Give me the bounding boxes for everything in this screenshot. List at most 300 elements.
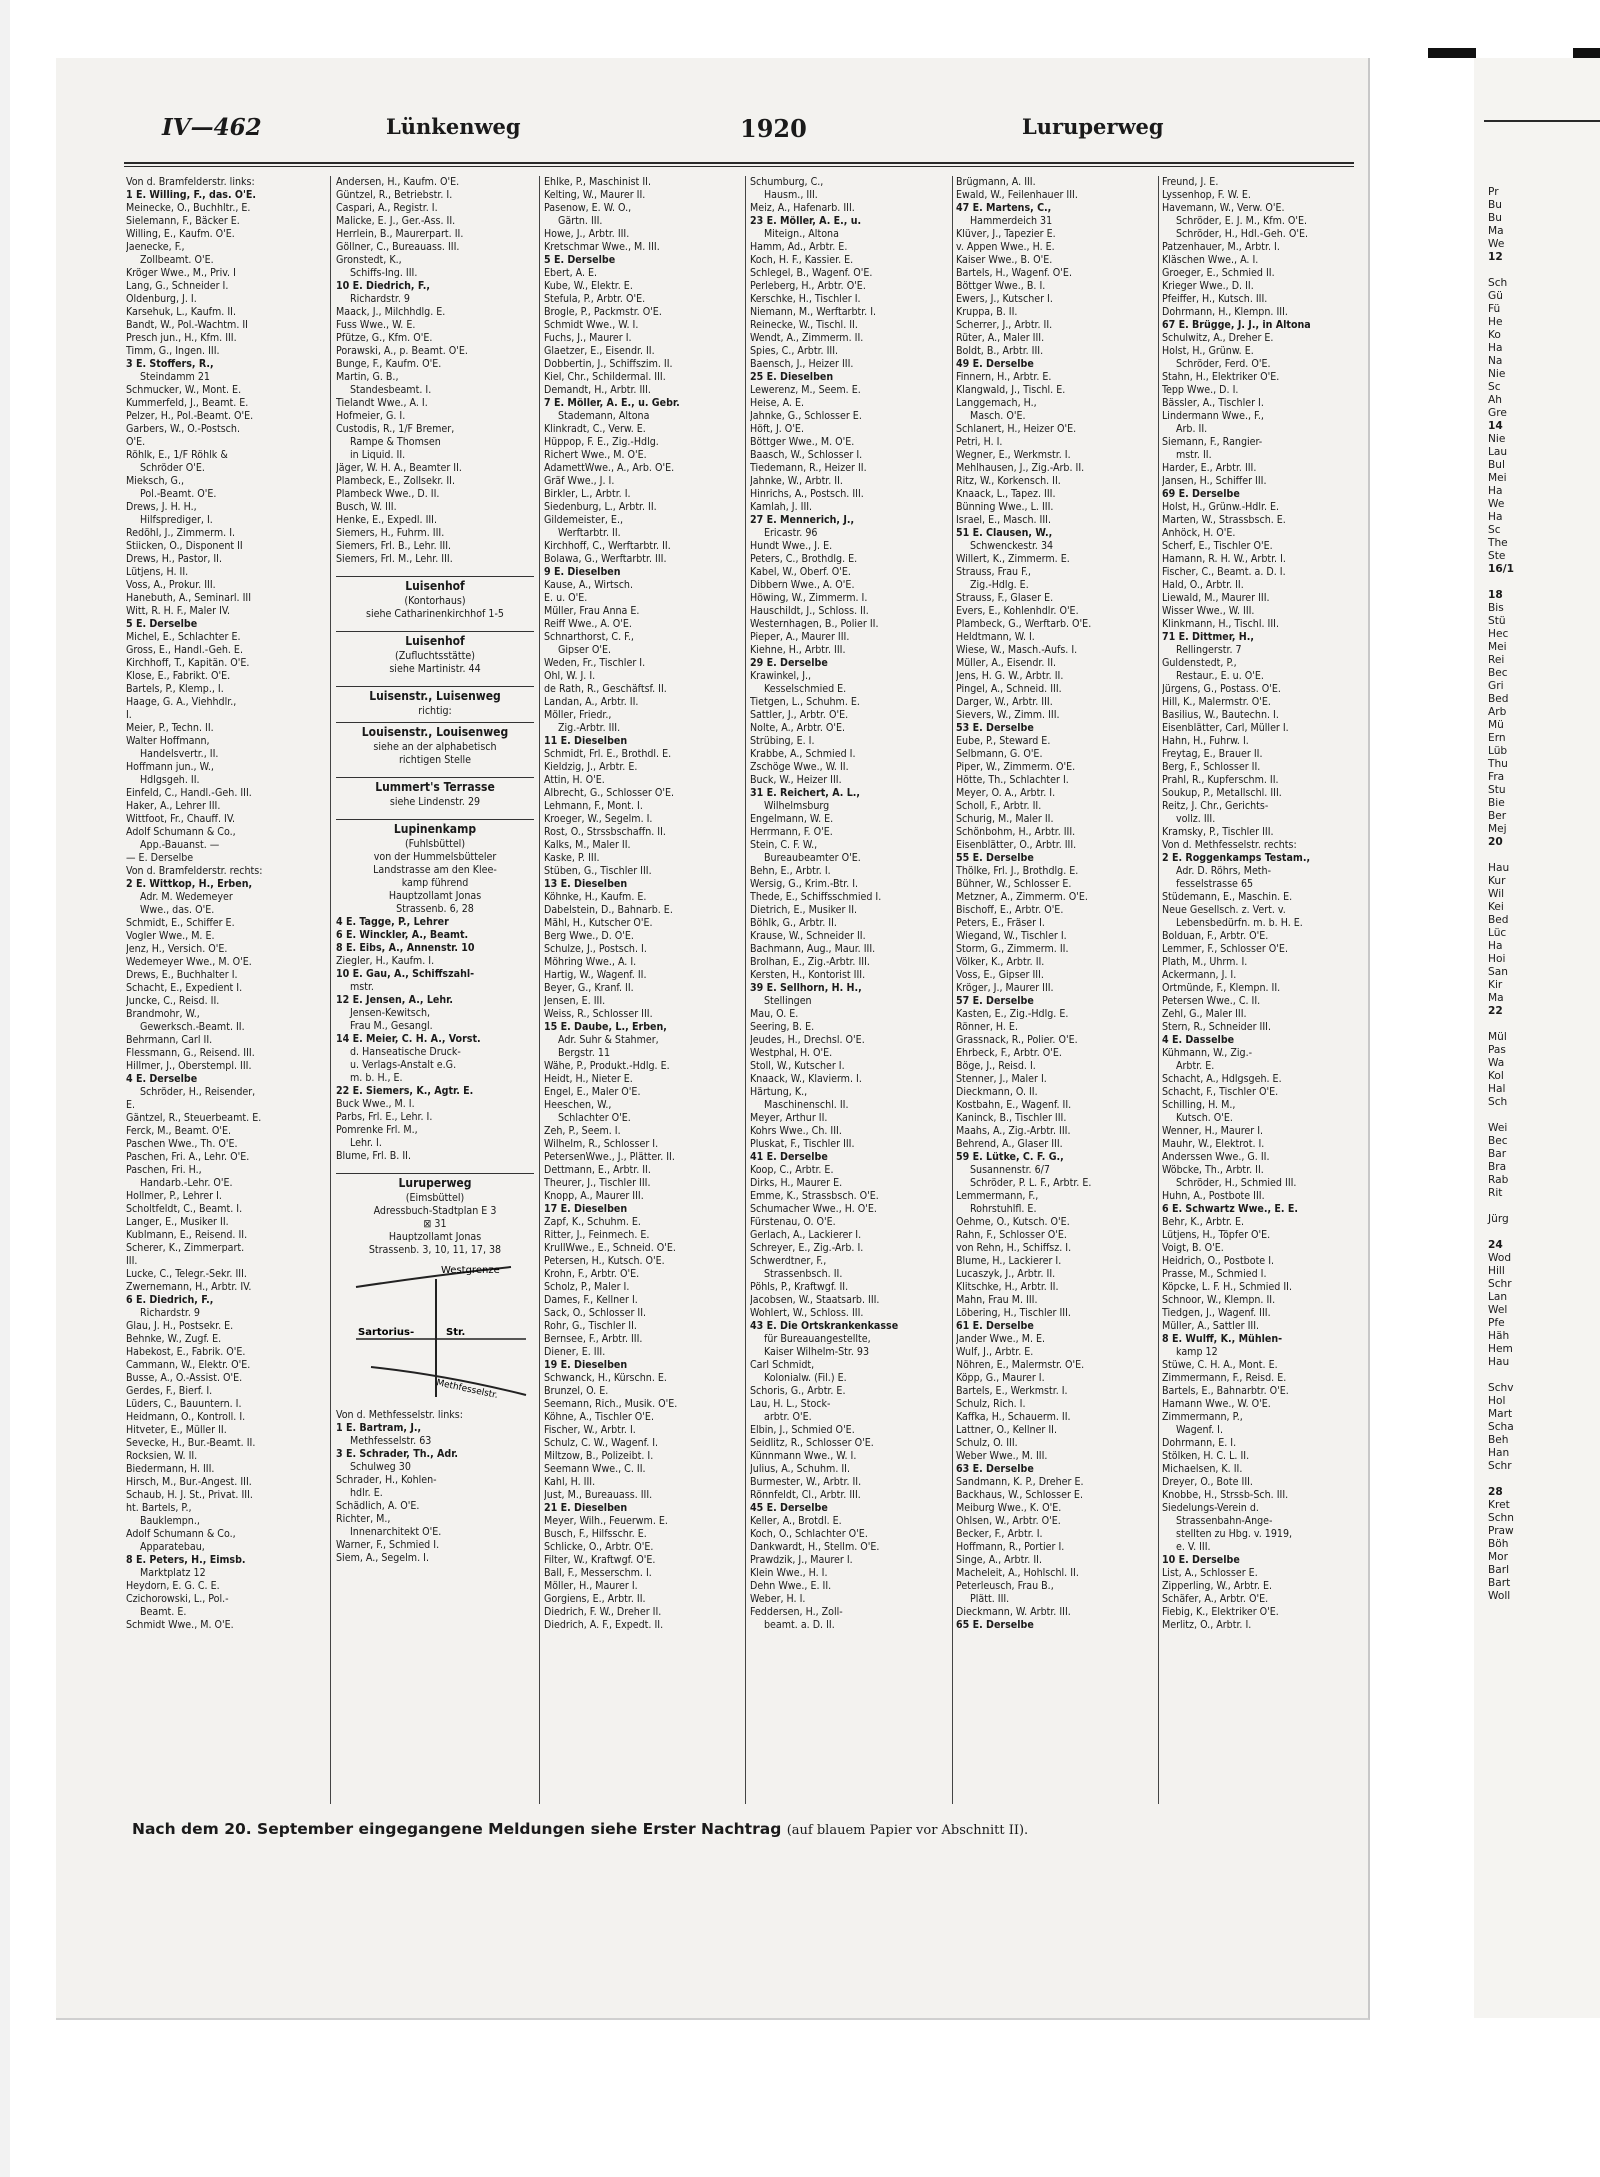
- directory-line: Sack, O., Schlosser II.: [544, 1307, 647, 1319]
- directory-line: Piper, W., Zimmerm. O'E.: [956, 761, 1076, 773]
- fragment-line: Ko: [1488, 329, 1501, 341]
- directory-line: Bartels, H., Wagenf. O'E.: [956, 267, 1072, 279]
- directory-line: Berg, F., Schlosser II.: [1162, 761, 1261, 773]
- directory-line: Arb. II.: [1176, 423, 1208, 435]
- directory-line: Schröder, H., Hdl.-Geh. O'E.: [1176, 228, 1309, 240]
- directory-line: Innenarchitekt O'E.: [350, 1526, 442, 1538]
- directory-line: Singe, A., Arbtr. II.: [956, 1554, 1042, 1566]
- directory-line: Peters, C., Brothdlg. E.: [750, 553, 858, 565]
- directory-line: Thölke, Frl. J., Brothdlg. E.: [956, 865, 1079, 877]
- directory-line: Adr. Suhr & Stahmer,: [558, 1034, 659, 1046]
- directory-line: Hauschildt, J., Schloss. II.: [750, 605, 869, 617]
- directory-line: 43 E. Die Ortskrankenkasse: [750, 1320, 899, 1332]
- right-street-heading: Luruperweg: [1022, 114, 1164, 139]
- directory-line: Flessmann, G., Reisend. III.: [126, 1047, 255, 1059]
- directory-line: [336, 621, 534, 627]
- directory-line: Mähl, H., Kutscher O'E.: [544, 917, 653, 929]
- fragment-line: 22: [1488, 1005, 1503, 1017]
- header-rule-thin: [124, 166, 1354, 167]
- directory-line: Lindermann Wwe., F.,: [1162, 410, 1264, 422]
- directory-line: Göllner, C., Bureauass. III.: [336, 241, 460, 253]
- directory-line: Schmidt Wwe., W. I.: [544, 319, 639, 331]
- footer-main: Nach dem 20. September eingegangene Meldungen siehe Erster Nachtrag: [132, 1820, 782, 1838]
- directory-line: Meyer, Arthur II.: [750, 1112, 828, 1124]
- directory-line: 1 E. Bartram, J.,: [336, 1422, 422, 1434]
- directory-line: Zwernemann, H., Arbtr. IV.: [126, 1281, 252, 1293]
- directory-line: (Zufluchtsstätte): [395, 650, 475, 662]
- directory-line: Weden, Fr., Tischler I.: [544, 657, 646, 669]
- directory-line: Birkler, L., Arbtr. I.: [544, 488, 631, 500]
- directory-line: Anhöck, H. O'E.: [1162, 527, 1236, 539]
- directory-line: Knaack, W., Klavierm. I.: [750, 1073, 862, 1085]
- directory-line: Köhne, A., Tischler O'E.: [544, 1411, 654, 1423]
- directory-line: Strassenbahn-Ange-: [1176, 1515, 1273, 1527]
- directory-line: Köhnke, H., Kaufm. E.: [544, 891, 647, 903]
- directory-line: Künnmann Wwe., W. I.: [750, 1450, 857, 1462]
- directory-line: Krieger Wwe., D. II.: [1162, 280, 1254, 292]
- fragment-line: Bec: [1488, 667, 1508, 679]
- next-page-rule: [1484, 120, 1600, 122]
- directory-line: Dettmann, E., Arbtr. II.: [544, 1164, 651, 1176]
- directory-line: Von d. Bramfelderstr. links:: [126, 176, 255, 188]
- directory-line: Stein, C. F. W.,: [750, 839, 818, 851]
- directory-line: Prawdzik, J., Maurer I.: [750, 1554, 853, 1566]
- fragment-line: Ber: [1488, 810, 1507, 822]
- directory-line: 8 E. Peters, H., Eimsb.: [126, 1554, 246, 1566]
- directory-line: Schulze, J., Postsch. I.: [544, 943, 647, 955]
- directory-line: Gäntzel, R., Steuerbeamt. E.: [126, 1112, 262, 1124]
- directory-line: Basilius, W., Bautechn. I.: [1162, 709, 1279, 721]
- directory-line: Kahl, H. III.: [544, 1476, 596, 1488]
- directory-line: E.: [126, 1099, 136, 1111]
- fragment-line: Wa: [1488, 1057, 1505, 1069]
- directory-line: Schröder, Ferd. O'E.: [1176, 358, 1271, 370]
- directory-line: Schaub, H. J. St., Privat. III.: [126, 1489, 253, 1501]
- directory-line: Plambeck, E., Zollsekr. II.: [336, 475, 455, 487]
- fragment-line: Thu: [1488, 758, 1508, 770]
- directory-line: Ehrbeck, F., Arbtr. O'E.: [956, 1047, 1062, 1059]
- directory-line: Hüppop, F. E., Zig.-Hdlg.: [544, 436, 659, 448]
- directory-line: Knaack, L., Tapez. III.: [956, 488, 1056, 500]
- directory-line: Jensen-Kewitsch,: [350, 1007, 431, 1019]
- fragment-line: Hoi: [1488, 953, 1506, 965]
- directory-line: Behrmann, Carl II.: [126, 1034, 213, 1046]
- directory-line: Ortmünde, F., Klempn. II.: [1162, 982, 1281, 994]
- directory-line: Hilfsprediger, I.: [140, 514, 213, 526]
- directory-line: 11 E. Dieselben: [544, 735, 628, 747]
- directory-line: Strauss, F., Glaser E.: [956, 592, 1054, 604]
- fragment-line: Stü: [1488, 615, 1506, 627]
- fragment-line: Lan: [1488, 1291, 1508, 1303]
- directory-line: Adolf Schumann & Co.,: [126, 1528, 236, 1540]
- directory-line: Müller, A., Sattler III.: [1162, 1320, 1260, 1332]
- directory-line: Schröder, E. J. M., Kfm. O'E.: [1176, 215, 1308, 227]
- column-5: [956, 176, 1154, 1804]
- directory-line: Knobbe, H., Strssb-Sch. III.: [1162, 1489, 1289, 1501]
- fragment-line: 24: [1488, 1239, 1503, 1251]
- directory-line: 6 E. Schwartz Wwe., E. E.: [1162, 1203, 1298, 1215]
- directory-line: Voigt, B. O'E.: [1162, 1242, 1224, 1254]
- directory-line: — E. Derselbe: [126, 852, 194, 864]
- directory-line: Kaiser Wilhelm-Str. 93: [764, 1346, 870, 1358]
- fragment-line: Sc: [1488, 381, 1501, 393]
- directory-line: Wilhelm, R., Schlosser I.: [544, 1138, 659, 1150]
- fragment-line: Ma: [1488, 992, 1504, 1004]
- fragment-line: Mü: [1488, 719, 1504, 731]
- page-header: [56, 114, 1368, 154]
- map-label-westgrenze: Westgrenze: [441, 1265, 500, 1276]
- fragment-line: Mül: [1488, 1031, 1507, 1043]
- directory-line: Kesselschmied E.: [764, 683, 847, 695]
- directory-line: Bureaubeamter O'E.: [764, 852, 861, 864]
- fragment-line: Lau: [1488, 446, 1508, 458]
- directory-line: Theurer, J., Tischler III.: [544, 1177, 651, 1189]
- fragment-line: [1488, 1018, 1514, 1031]
- directory-line: Strübing, E. I.: [750, 735, 815, 747]
- directory-line: Klüver, J., Tapezier E.: [956, 228, 1056, 240]
- directory-line: Lebensbedürfn. m. b. H. E.: [1176, 917, 1303, 929]
- directory-line: Herrlein, B., Maurerpart. II.: [336, 228, 464, 240]
- directory-line: 22 E. Siemers, K., Agtr. E.: [336, 1085, 474, 1097]
- directory-line: 2 E. Roggenkamps Testam.,: [1162, 852, 1311, 864]
- directory-line: Lucaszyk, J., Arbtr. II.: [956, 1268, 1056, 1280]
- directory-line: Siemann, F., Rangier-: [1162, 436, 1263, 448]
- directory-line: Gipser O'E.: [558, 644, 612, 656]
- directory-line: Kröger Wwe., M., Priv. I: [126, 267, 236, 279]
- directory-line: Albrecht, G., Schlosser O'E.: [544, 787, 675, 799]
- directory-line: Wohlert, W., Schloss. III.: [750, 1307, 864, 1319]
- directory-line: Pöhls, P., Kraftwgf. II.: [750, 1281, 849, 1293]
- directory-line: Schulwitz, A., Dreher E.: [1162, 332, 1274, 344]
- directory-line: App.-Bauanst. —: [140, 839, 220, 851]
- directory-line: Köpcke, L. F. H., Schmied II.: [1162, 1281, 1293, 1293]
- directory-line: Ritter, J., Feinmech. E.: [544, 1229, 650, 1241]
- directory-line: Brandmohr, W.,: [126, 1008, 200, 1020]
- directory-line: Schumburg, C.,: [750, 176, 824, 188]
- scan-edge: [0, 0, 10, 2177]
- directory-line: Kramsky, P., Tischler III.: [1162, 826, 1274, 838]
- directory-line: Baasch, W., Schlosser I.: [750, 449, 863, 461]
- directory-line: Koch, O., Schlachter O'E.: [750, 1528, 868, 1540]
- directory-line: Beyer, G., Kranf. II.: [544, 982, 634, 994]
- directory-line: Scherf, E., Tischler O'E.: [1162, 540, 1273, 552]
- directory-line: Adolf Schumann & Co.,: [126, 826, 236, 838]
- directory-line: Rellingerstr. 7: [1176, 644, 1242, 656]
- directory-line: Scholl, F., Arbtr. II.: [956, 800, 1042, 812]
- directory-line: Willert, K., Zimmerm. E.: [956, 553, 1070, 565]
- directory-line: Grassnack, R., Polier. O'E.: [956, 1034, 1078, 1046]
- directory-line: Bauklempn.,: [140, 1515, 200, 1527]
- fragment-line: [1488, 1200, 1514, 1213]
- directory-line: Darger, W., Arbtr. III.: [956, 696, 1053, 708]
- directory-line: 14 E. Meier, C. H. A., Vorst.: [336, 1033, 481, 1045]
- directory-line: Tepp Wwe., D. I.: [1162, 384, 1239, 396]
- directory-line: Becker, F., Arbtr. I.: [956, 1528, 1043, 1540]
- directory-line: Schwanck, H., Kürschn. E.: [544, 1372, 667, 1384]
- directory-line: Freytag, E., Brauer II.: [1162, 748, 1263, 760]
- directory-line: Pfütze, G., Kfm. O'E.: [336, 332, 433, 344]
- fragment-line: 16/1: [1488, 563, 1514, 575]
- directory-line: 69 E. Derselbe: [1162, 488, 1240, 500]
- directory-line: 19 E. Dieselben: [544, 1359, 628, 1371]
- map-label-sartorius: Sartorius-: [358, 1327, 415, 1338]
- directory-line: 13 E. Dieselben: [544, 878, 628, 890]
- directory-line: Zeh, P., Seem. I.: [544, 1125, 621, 1137]
- directory-line: Oldenburg, J. I.: [126, 293, 197, 305]
- directory-line: Burmester, W., Arbtr. II.: [750, 1476, 862, 1488]
- directory-line: Zig.-Hdlg. E.: [970, 579, 1029, 591]
- fragment-line: Mart: [1488, 1408, 1513, 1420]
- fragment-line: Kir: [1488, 979, 1503, 991]
- directory-line: Von d. Methfesselstr. rechts:: [1162, 839, 1297, 851]
- directory-line: Von d. Methfesselstr. links:: [336, 1409, 463, 1421]
- directory-line: m. b. H., E.: [350, 1072, 403, 1084]
- directory-line: mstr.: [350, 981, 374, 993]
- directory-line: Gerdes, F., Bierf. I.: [126, 1385, 213, 1397]
- directory-line: 49 E. Derselbe: [956, 358, 1034, 370]
- directory-line: Reiff Wwe., A. O'E.: [544, 618, 632, 630]
- directory-line: Seering, B. E.: [750, 1021, 815, 1033]
- directory-line: Berg Wwe., D. O'E.: [544, 930, 634, 942]
- directory-line: 45 E. Derselbe: [750, 1502, 828, 1514]
- directory-line: Jäger, W. H. A., Beamter II.: [336, 462, 462, 474]
- directory-line: Hoffmann, R., Portier I.: [956, 1541, 1065, 1553]
- directory-line: Witt, R. H. F., Maler IV.: [126, 605, 231, 617]
- left-street-heading: Lünkenweg: [386, 114, 521, 139]
- directory-line: Kutsch. O'E.: [1176, 1112, 1233, 1124]
- directory-line: Paschen Wwe., Th. O'E.: [126, 1138, 238, 1150]
- directory-line: Miteign., Altona: [764, 228, 839, 240]
- directory-line: Bartels, E., Bahnarbtr. O'E.: [1162, 1385, 1289, 1397]
- directory-line: von der Hummelsbütteler: [373, 851, 497, 863]
- column-separator: [539, 176, 540, 1804]
- directory-line: Karsehuk, L., Kaufm. II.: [126, 306, 236, 318]
- directory-line: 6 E. Diedrich, F.,: [126, 1294, 214, 1306]
- directory-line: Luisenstr., Luisenweg: [336, 686, 534, 705]
- directory-line: Dietrich, E., Musiker II.: [750, 904, 858, 916]
- directory-line: Kruppa, B. II.: [956, 306, 1018, 318]
- page-number: IV—462: [162, 114, 262, 141]
- directory-line: 4 E. Dasselbe: [1162, 1034, 1235, 1046]
- directory-line: Petri, H. I.: [956, 436, 1003, 448]
- fragment-line: Gri: [1488, 680, 1504, 692]
- fragment-line: Bed: [1488, 693, 1509, 705]
- directory-line: Kublmann, E., Reisend. II.: [126, 1229, 248, 1241]
- directory-line: Niemann, M., Werftarbtr. I.: [750, 306, 877, 318]
- directory-line: Voss, A., Prokur. III.: [126, 579, 216, 591]
- directory-line: Wegner, E., Werkmstr. I.: [956, 449, 1071, 461]
- directory-line: Maahs, A., Zig.-Arbtr. III.: [956, 1125, 1071, 1137]
- directory-line: Jenz, H., Versich. O'E.: [126, 943, 228, 955]
- directory-line: Wilhelmsburg: [764, 800, 830, 812]
- directory-line: Scherer, K., Zimmerpart.: [126, 1242, 245, 1254]
- directory-line: Louisenstr., Louisenweg: [336, 722, 534, 741]
- directory-line: Hitveter, E., Müller II.: [126, 1424, 227, 1436]
- directory-line: Czichorowski, L., Pol.-: [126, 1593, 229, 1605]
- directory-line: Heise, A. E.: [750, 397, 804, 409]
- directory-line: Stüben, G., Tischler III.: [544, 865, 652, 877]
- directory-line: Biedermann, H. III.: [126, 1463, 215, 1475]
- directory-line: Drews, J. H. H.,: [126, 501, 197, 513]
- directory-line: Schreyer, E., Zig.-Arb. I.: [750, 1242, 864, 1254]
- directory-line: Siemers, Frl. B., Lehr. III.: [336, 540, 452, 552]
- directory-line: Lehmann, F., Mont. I.: [544, 800, 643, 812]
- directory-line: Guldenstedt, P.,: [1162, 657, 1237, 669]
- directory-line: Kummerfeld, J., Beamt. E.: [126, 397, 249, 409]
- directory-line: Stüdemann, E., Maschin. E.: [1162, 891, 1293, 903]
- directory-line: Langer, E., Musiker II.: [126, 1216, 229, 1228]
- fragment-line: Ha: [1488, 511, 1503, 523]
- directory-line: 27 E. Mennerich, J.,: [750, 514, 855, 526]
- directory-line: Schulz, C. W., Wagenf. I.: [544, 1437, 659, 1449]
- directory-line: Schönbohm, H., Arbtr. III.: [956, 826, 1076, 838]
- directory-line: Attin, H. O'E.: [544, 774, 605, 786]
- directory-line: Strassenbsch. II.: [764, 1268, 843, 1280]
- directory-line: Selbmann, G. O'E.: [956, 748, 1043, 760]
- directory-line: Krabbe, A., Schmied I.: [750, 748, 856, 760]
- directory-line: Heidt, H., Nieter E.: [544, 1073, 633, 1085]
- directory-line: Schulz, Rich. I.: [956, 1398, 1026, 1410]
- directory-line: Malicke, E. J., Ger.-Ass. II.: [336, 215, 456, 227]
- directory-line: Behnke, W., Zugf. E.: [126, 1333, 222, 1345]
- directory-line: Von d. Bramfelderstr. rechts:: [126, 865, 263, 877]
- fragment-line: Häh: [1488, 1330, 1510, 1342]
- directory-line: Kaninck, B., Tischler III.: [956, 1112, 1067, 1124]
- directory-line: Meiburg Wwe., K. O'E.: [956, 1502, 1062, 1514]
- directory-line: Hamm, Ad., Arbtr. E.: [750, 241, 848, 253]
- directory-line: Methfesselstr. 63: [350, 1435, 432, 1447]
- directory-line: Haker, A., Lehrer III.: [126, 800, 221, 812]
- directory-line: Engelmann, W. E.: [750, 813, 834, 825]
- fragment-line: Hal: [1488, 1083, 1506, 1095]
- directory-line: Landstrasse am den Klee-: [373, 864, 497, 876]
- directory-line: Willing, E., Kaufm. O'E.: [126, 228, 235, 240]
- directory-line: Carl Schmidt,: [750, 1359, 815, 1371]
- directory-line: Marktplatz 12: [140, 1567, 206, 1579]
- directory-line: Stüwe, C. H. A., Mont. E.: [1162, 1359, 1278, 1371]
- directory-line: Seemann Wwe., C. II.: [544, 1463, 646, 1475]
- directory-line: Fischer, W., Arbtr. I.: [544, 1424, 636, 1436]
- directory-line: Brügmann, A. III.: [956, 176, 1036, 188]
- directory-line: Schmucker, W., Mont. E.: [126, 384, 242, 396]
- fragment-line: We: [1488, 498, 1505, 510]
- directory-line: Jansen, H., Schiffer III.: [1162, 475, 1267, 487]
- directory-line: Porawski, A., p. Beamt. O'E.: [336, 345, 468, 357]
- directory-line: Meyer, O. A., Arbtr. I.: [956, 787, 1056, 799]
- directory-line: Custodis, R., 1/F Bremer,: [336, 423, 455, 435]
- fragment-line: Nie: [1488, 433, 1506, 445]
- directory-line: Hauptzollamt Jonas: [388, 1231, 482, 1243]
- street-map: [336, 1257, 534, 1409]
- directory-line: Zehl, G., Maler III.: [1162, 1008, 1247, 1020]
- directory-line: Reitz, J. Chr., Gerichts-: [1162, 800, 1269, 812]
- directory-line: 3 E. Stoffers, R.,: [126, 358, 214, 370]
- directory-line: Steindamm 21: [140, 371, 210, 383]
- directory-line: Behn, E., Arbtr. I.: [750, 865, 831, 877]
- footer-note-small: (auf blauem Papier vor Abschnitt II).: [786, 1823, 1029, 1838]
- directory-line: Plätt. III.: [970, 1593, 1010, 1605]
- directory-line: 4 E. Tagge, P., Lehrer: [336, 916, 449, 928]
- directory-line: 23 E. Möller, A. E., u.: [750, 215, 862, 227]
- directory-line: Sandmann, K. P., Dreher E.: [956, 1476, 1084, 1488]
- directory-line: Hanebuth, A., Seminarl. III: [126, 592, 252, 604]
- directory-line: Perleberg, H., Arbtr. O'E.: [750, 280, 866, 292]
- directory-line: Arbtr. E.: [1176, 1060, 1215, 1072]
- directory-line: Rampe & Thomsen: [350, 436, 441, 448]
- directory-line: III.: [126, 1255, 138, 1267]
- directory-line: Schoris, G., Arbtr. E.: [750, 1385, 846, 1397]
- directory-line: Rohr, G., Tischler II.: [544, 1320, 637, 1332]
- directory-line: Kaiser Wwe., B. O'E.: [956, 254, 1053, 266]
- directory-line: Lemmermann, F.,: [956, 1190, 1039, 1202]
- fragment-line: Pas: [1488, 1044, 1506, 1056]
- directory-line: Zollbeamt. O'E.: [140, 254, 214, 266]
- fragment-line: Bu: [1488, 199, 1502, 211]
- directory-line: Gewerksch.-Beamt. II.: [140, 1021, 245, 1033]
- directory-line: Kaffka, H., Schauerm. II.: [956, 1411, 1071, 1423]
- directory-line: Schröder, H., Reisender,: [140, 1086, 256, 1098]
- column-separator: [952, 176, 953, 1804]
- page-gutter: [1368, 58, 1474, 2018]
- directory-line: Zapf, K., Schuhm. E.: [544, 1216, 641, 1228]
- directory-line: AdamettWwe., A., Arb. O'E.: [544, 462, 675, 474]
- directory-line: Weiss, R., Schlosser III.: [544, 1008, 653, 1020]
- directory-line: Schacht, A., Hdlgsgeh. E.: [1162, 1073, 1282, 1085]
- fragment-line: Praw: [1488, 1525, 1514, 1537]
- directory-line: de Rath, R., Geschäftsf. II.: [544, 683, 667, 695]
- fragment-line: Rit: [1488, 1187, 1503, 1199]
- fragment-line: Bec: [1488, 1135, 1508, 1147]
- fragment-line: Hau: [1488, 862, 1510, 874]
- directory-line: Kläschen Wwe., A. I.: [1162, 254, 1259, 266]
- map-label-methfessel: Methfesselstr.: [435, 1378, 499, 1401]
- map-label-str: Str.: [446, 1327, 466, 1338]
- directory-line: Stern, R., Schneider III.: [1162, 1021, 1271, 1033]
- directory-line: Pingel, A., Schneid. III.: [956, 683, 1062, 695]
- directory-line: Timm, G., Ingen. III.: [126, 345, 220, 357]
- directory-line: v. Appen Wwe., H. E.: [956, 241, 1055, 253]
- fragment-line: He: [1488, 316, 1503, 328]
- directory-line: 31 E. Reichert, A. L.,: [750, 787, 861, 799]
- directory-line: Schmidt Wwe., M. O'E.: [126, 1619, 234, 1631]
- directory-line: Klinkradt, C., Verw. E.: [544, 423, 646, 435]
- directory-line: Stenner, J., Maler I.: [956, 1073, 1047, 1085]
- directory-line: Schacht, F., Tischler O'E.: [1162, 1086, 1279, 1098]
- footer-note: [132, 1820, 1370, 1838]
- directory-line: Böhlk, G., Arbtr. II.: [750, 917, 837, 929]
- directory-line: Lütjens, H., Töpfer O'E.: [1162, 1229, 1271, 1241]
- directory-line: 65 E. Derselbe: [956, 1619, 1034, 1631]
- directory-line: Kostbahn, E., Wagenf. II.: [956, 1099, 1072, 1111]
- directory-line: Oehme, O., Kutsch. O'E.: [956, 1216, 1070, 1228]
- directory-line: Presch jun., H., Kfm. III.: [126, 332, 237, 344]
- directory-line: Schlachter O'E.: [558, 1112, 631, 1124]
- directory-line: kamp 12: [1176, 1346, 1218, 1358]
- directory-line: Schröder, P. L. F., Arbtr. E.: [970, 1177, 1092, 1189]
- directory-line: siehe Lindenstr. 29: [389, 796, 481, 808]
- directory-line: 10 E. Diedrich, F.,: [336, 280, 431, 292]
- directory-line: Neue Gesellsch. z. Vert. v.: [1162, 904, 1286, 916]
- directory-line: Klangwald, J., Tischl. E.: [956, 384, 1066, 396]
- directory-line: Klinkmann, H., Tischl. III.: [1162, 618, 1279, 630]
- directory-line: Sattler, J., Arbtr. O'E.: [750, 709, 849, 721]
- directory-line: beamt. a. D. II.: [764, 1619, 835, 1631]
- directory-line: Fürstenau, O. O'E.: [750, 1216, 836, 1228]
- directory-line: Susannenstr. 6/7: [970, 1164, 1050, 1176]
- directory-line: Standesbeamt. I.: [350, 384, 432, 396]
- directory-line: Israel, E., Masch. III.: [956, 514, 1052, 526]
- directory-line: in Liquid. II.: [350, 449, 406, 461]
